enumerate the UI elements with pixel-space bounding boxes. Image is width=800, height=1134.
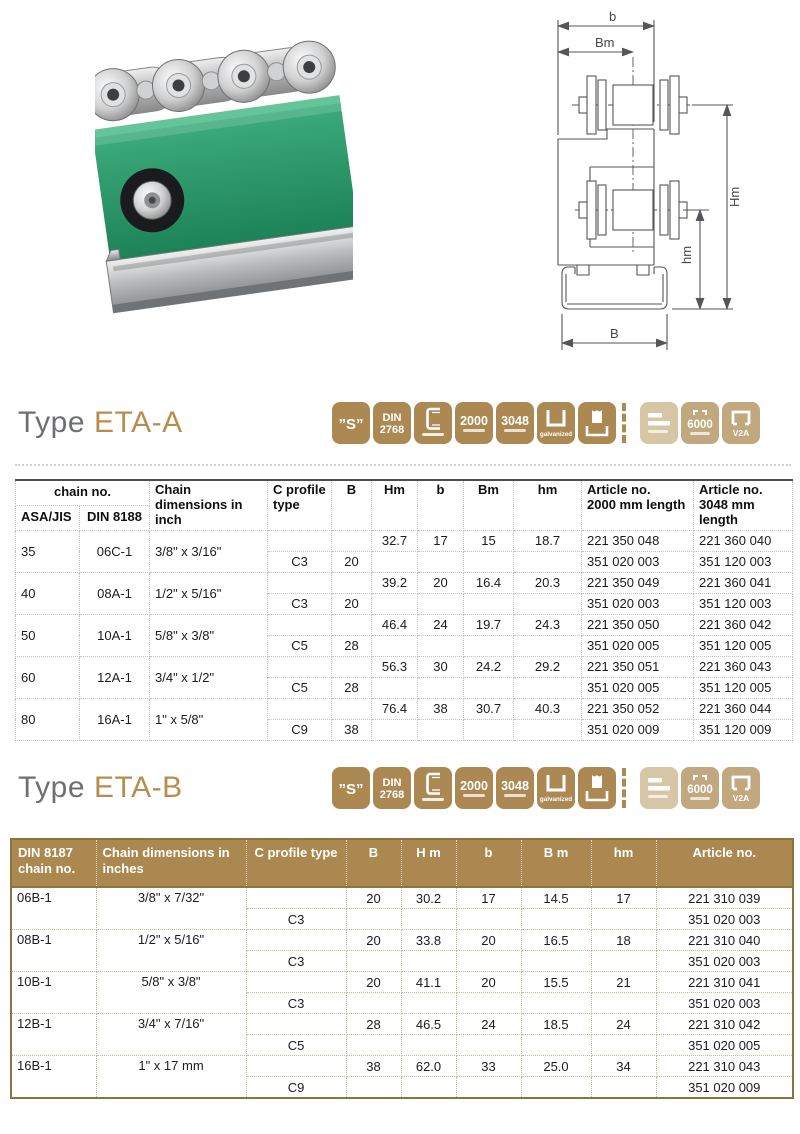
table-cell-empty [401, 951, 456, 972]
svg-text:2768: 2768 [379, 789, 405, 801]
svg-text:6000: 6000 [687, 419, 713, 431]
table-cell: 351 020 009 [656, 1077, 793, 1099]
table-cell: 60 [16, 656, 80, 698]
table-cell-empty [514, 635, 582, 656]
table-cell: C5 [268, 677, 332, 698]
table-cell-empty [268, 698, 332, 719]
col-header-dims: Chain dimensions in inches [96, 839, 246, 887]
table-cell: 18.5 [521, 1014, 591, 1035]
col-header-line: Article no. [587, 482, 651, 497]
table-cell: 33 [456, 1056, 521, 1077]
section-header-eta-b [0, 763, 800, 813]
table-cell: 351 020 003 [656, 951, 793, 972]
table-cell-empty [591, 951, 656, 972]
table-cell-empty [346, 1035, 401, 1056]
col-header-Bm: B m [521, 839, 591, 887]
badge-v2a-icon [722, 767, 760, 809]
table-cell-empty [346, 909, 401, 930]
table-cell: C3 [246, 909, 346, 930]
table-cell: 17 [418, 530, 464, 551]
eta-a-tbody [16, 530, 793, 740]
badge-row-eta-a [332, 402, 760, 444]
table-cell-empty [456, 951, 521, 972]
table-cell: 34 [591, 1056, 656, 1077]
table-cell: 76.4 [372, 698, 418, 719]
table-row [16, 698, 793, 719]
table-cell-empty [246, 972, 346, 993]
table-cell: 20 [332, 593, 372, 614]
title-prefix: Type [18, 406, 86, 439]
table-cell-empty [401, 1077, 456, 1099]
table-cell-empty [346, 993, 401, 1014]
table-cell: 1" x 17 mm [96, 1056, 246, 1099]
table-cell: 35 [16, 530, 80, 572]
page-title-eta-a [18, 406, 183, 440]
table-cell: 351 120 003 [694, 551, 793, 572]
table-cell: 20 [418, 572, 464, 593]
table-cell: 06B-1 [11, 887, 96, 930]
table-cell: 221 360 043 [694, 656, 793, 677]
table-cell: 20.3 [514, 572, 582, 593]
badge-tolerance-s-icon [332, 402, 370, 444]
badge-c-profile-steel-icon [414, 767, 452, 809]
table-cell: 221 350 051 [582, 656, 694, 677]
col-header-line: Article no. [699, 482, 763, 497]
table-cell-empty [418, 677, 464, 698]
table-cell-empty [514, 677, 582, 698]
table-cell: 221 350 052 [582, 698, 694, 719]
table-cell: 46.4 [372, 614, 418, 635]
table-cell-empty [332, 614, 372, 635]
table-cell: 20 [456, 930, 521, 951]
table-cell: 20 [346, 887, 401, 909]
table-cell: 351 120 009 [694, 719, 793, 740]
table-cell-empty [401, 909, 456, 930]
col-header-hm: hm [514, 480, 582, 530]
dim-label-bm: Bm [595, 35, 615, 50]
badge-galvanized-icon [537, 402, 575, 444]
table-cell: 16B-1 [11, 1056, 96, 1099]
col-header-b: b [456, 839, 521, 887]
eta-b-tbody [11, 887, 793, 1098]
table-cell: C3 [268, 551, 332, 572]
table-cell-empty [521, 951, 591, 972]
badge-press-in-icon [578, 402, 616, 444]
table-cell: C5 [246, 1035, 346, 1056]
table-cell: 38 [346, 1056, 401, 1077]
col-header-b: b [418, 480, 464, 530]
badge-length-2000-icon [455, 402, 493, 444]
table-cell: 1/2" x 5/16" [150, 572, 268, 614]
col-header-article-3048 [694, 480, 793, 530]
dim-label-b-cap: B [610, 326, 619, 341]
col-header-Hm: Hm [372, 480, 418, 530]
col-header-hm: hm [591, 839, 656, 887]
table-cell: 221 350 048 [582, 530, 694, 551]
table-cell-empty [464, 719, 514, 740]
table-cell-empty [372, 677, 418, 698]
table-row [16, 572, 793, 593]
eta-b-table [10, 838, 794, 1099]
page-title-eta-b [18, 771, 183, 805]
table-cell-empty [514, 719, 582, 740]
col-header-cprofile: C profile type [246, 839, 346, 887]
table-cell: 50 [16, 614, 80, 656]
table-cell: 351 020 005 [656, 1035, 793, 1056]
dimension-diagram [487, 2, 793, 358]
table-cell: C5 [268, 635, 332, 656]
badge-din-2768-icon [373, 402, 411, 444]
table-cell-empty [268, 656, 332, 677]
table-cell-empty [401, 993, 456, 1014]
table-cell: 18 [591, 930, 656, 951]
badge-din-2768-icon [373, 767, 411, 809]
table-cell: 20 [456, 972, 521, 993]
table-cell: 56.3 [372, 656, 418, 677]
table-cell-empty [372, 551, 418, 572]
col-header-Bm: Bm [464, 480, 514, 530]
dotted-divider [15, 464, 791, 466]
table-cell: 3/8" x 7/32" [96, 887, 246, 930]
table-cell: 38 [418, 698, 464, 719]
col-header-din-8188: DIN 8188 [80, 505, 150, 530]
table-cell-empty [521, 1035, 591, 1056]
table-cell-empty [372, 593, 418, 614]
col-header-line: 2000 mm length [587, 496, 686, 512]
table-cell-empty [246, 1056, 346, 1077]
table-cell-empty [456, 1035, 521, 1056]
table-cell-empty [246, 887, 346, 909]
table-cell: 351 120 003 [694, 593, 793, 614]
table-cell: 14.5 [521, 887, 591, 909]
table-cell: 39.2 [372, 572, 418, 593]
col-header-asa-jis: ASA/JIS [16, 505, 80, 530]
svg-text:DIN: DIN [382, 412, 402, 424]
table-cell: 20 [332, 551, 372, 572]
table-cell: 351 020 003 [656, 909, 793, 930]
table-cell: 3/4" x 7/16" [96, 1014, 246, 1056]
table-cell: 221 360 044 [694, 698, 793, 719]
table-cell-empty [456, 993, 521, 1014]
table-cell: 41.1 [401, 972, 456, 993]
table-cell: 15 [464, 530, 514, 551]
table-header-row [11, 839, 793, 887]
table-cell: 30 [418, 656, 464, 677]
table-cell-empty [591, 1035, 656, 1056]
table-cell: 28 [332, 677, 372, 698]
table-cell-empty [591, 1077, 656, 1099]
table-cell: 10A-1 [80, 614, 150, 656]
table-cell: 06C-1 [80, 530, 150, 572]
table-cell: 25.0 [521, 1056, 591, 1077]
table-cell: 24.3 [514, 614, 582, 635]
badge-v2a-icon [722, 402, 760, 444]
table-cell-empty [332, 530, 372, 551]
table-cell: 20 [346, 930, 401, 951]
table-row [16, 530, 793, 551]
title-name: ETA-A [94, 406, 183, 439]
table-cell-empty [372, 719, 418, 740]
col-header-Hm: H m [401, 839, 456, 887]
svg-text:V2A: V2A [732, 793, 750, 803]
svg-text:3048: 3048 [501, 414, 529, 428]
col-header-dims: Chain dimensions in inch [150, 480, 268, 530]
table-cell-empty [346, 1077, 401, 1099]
table-cell-empty [246, 930, 346, 951]
table-cell: 221 310 042 [656, 1014, 793, 1035]
section-header-eta-a [0, 398, 800, 448]
table-cell: 15.5 [521, 972, 591, 993]
table-cell-empty [418, 635, 464, 656]
dim-label-hm-low: hm [679, 245, 694, 264]
table-cell: 30.7 [464, 698, 514, 719]
badge-divider [622, 768, 634, 808]
svg-text:3048: 3048 [501, 779, 529, 793]
table-cell-empty [372, 635, 418, 656]
table-cell: C3 [246, 951, 346, 972]
table-cell: 351 020 003 [582, 593, 694, 614]
product-photo [95, 8, 353, 336]
table-cell-empty [456, 1077, 521, 1099]
table-cell: 32.7 [372, 530, 418, 551]
table-cell: 28 [346, 1014, 401, 1035]
table-cell-empty [346, 951, 401, 972]
col-header-B: B [346, 839, 401, 887]
table-cell: 5/8" x 3/8" [96, 972, 246, 1014]
badge-row-eta-b [332, 767, 760, 809]
table-cell-empty [418, 593, 464, 614]
table-cell-empty [464, 677, 514, 698]
table-cell: 221 310 040 [656, 930, 793, 951]
eta-a-table [15, 479, 793, 741]
table-cell: 24.2 [464, 656, 514, 677]
table-cell: 12A-1 [80, 656, 150, 698]
table-cell-empty [456, 909, 521, 930]
table-cell: 1/2" x 5/16" [96, 930, 246, 972]
table-cell: 21 [591, 972, 656, 993]
svg-text:galvanized: galvanized [539, 431, 573, 438]
badge-custom-length-icon [640, 767, 678, 809]
table-cell: 221 360 040 [694, 530, 793, 551]
table-cell: 221 310 041 [656, 972, 793, 993]
table-cell: 17 [456, 887, 521, 909]
table-cell: 351 120 005 [694, 677, 793, 698]
badge-press-in-icon [578, 767, 616, 809]
table-row [11, 972, 793, 993]
table-cell: 08B-1 [11, 930, 96, 972]
table-cell-empty [332, 698, 372, 719]
table-cell: 46.5 [401, 1014, 456, 1035]
table-cell: 12B-1 [11, 1014, 96, 1056]
table-cell-empty [268, 614, 332, 635]
table-cell-empty [464, 551, 514, 572]
badge-length-6000-icon [681, 402, 719, 444]
table-cell-empty [268, 572, 332, 593]
table-cell: 33.8 [401, 930, 456, 951]
table-cell: 29.2 [514, 656, 582, 677]
badge-length-2000-icon [455, 767, 493, 809]
table-cell: 10B-1 [11, 972, 96, 1014]
table-cell: 62.0 [401, 1056, 456, 1077]
table-cell: 5/8" x 3/8" [150, 614, 268, 656]
table-cell: 351 020 009 [582, 719, 694, 740]
table-cell-empty [401, 1035, 456, 1056]
table-cell-empty [464, 635, 514, 656]
table-row [11, 1056, 793, 1077]
svg-text:DIN: DIN [382, 777, 402, 789]
table-cell: 351 020 003 [582, 551, 694, 572]
table-cell: 24 [418, 614, 464, 635]
table-cell-empty [332, 572, 372, 593]
badge-tolerance-s-icon [332, 767, 370, 809]
table-row [16, 656, 793, 677]
table-cell: 3/4" x 1/2" [150, 656, 268, 698]
col-header-din-8187: DIN 8187 chain no. [11, 839, 96, 887]
table-cell: 40 [16, 572, 80, 614]
table-cell: 24 [591, 1014, 656, 1035]
badge-length-3048-icon [496, 402, 534, 444]
badge-c-profile-steel-icon [414, 402, 452, 444]
col-header-B: B [332, 480, 372, 530]
table-cell: 221 310 043 [656, 1056, 793, 1077]
table-cell: 17 [591, 887, 656, 909]
table-row [11, 930, 793, 951]
table-cell: 221 310 039 [656, 887, 793, 909]
table-cell-empty [514, 551, 582, 572]
table-row [11, 1014, 793, 1035]
svg-text:6000: 6000 [687, 784, 713, 796]
badge-custom-length-icon [640, 402, 678, 444]
table-row [16, 614, 793, 635]
table-cell: 24 [456, 1014, 521, 1035]
table-cell-empty [591, 993, 656, 1014]
table-cell: 20 [346, 972, 401, 993]
table-cell-empty [591, 909, 656, 930]
table-cell: 40.3 [514, 698, 582, 719]
table-cell: 28 [332, 635, 372, 656]
table-cell-empty [521, 1077, 591, 1099]
col-header-line: 3048 mm length [699, 496, 755, 527]
table-cell: 221 350 050 [582, 614, 694, 635]
table-cell-empty [521, 909, 591, 930]
table-cell-empty [464, 593, 514, 614]
svg-text:2000: 2000 [460, 414, 488, 428]
table-cell: C9 [268, 719, 332, 740]
svg-text:”S”: ”S” [338, 781, 364, 798]
table-cell: 1" x 5/8" [150, 698, 268, 740]
svg-text:2000: 2000 [460, 779, 488, 793]
dim-label-b: b [609, 9, 617, 24]
table-cell-empty [332, 656, 372, 677]
dim-label-hm-cap: Hm [727, 186, 742, 207]
table-cell: 221 360 042 [694, 614, 793, 635]
col-header-chain-no: chain no. [16, 480, 150, 505]
table-cell: 18.7 [514, 530, 582, 551]
table-cell-empty [246, 1014, 346, 1035]
badge-galvanized-icon [537, 767, 575, 809]
col-header-article: Article no. [656, 839, 793, 887]
table-cell: C9 [246, 1077, 346, 1099]
svg-text:”S”: ”S” [338, 416, 364, 433]
table-cell: C3 [268, 593, 332, 614]
title-name: ETA-B [94, 771, 183, 804]
table-cell: 351 120 005 [694, 635, 793, 656]
badge-length-3048-icon [496, 767, 534, 809]
table-cell: 351 020 005 [582, 677, 694, 698]
table-cell: 16.4 [464, 572, 514, 593]
col-header-cprofile: C profile type [268, 480, 332, 530]
table-cell: 38 [332, 719, 372, 740]
table-cell: 16.5 [521, 930, 591, 951]
svg-text:galvanized: galvanized [539, 796, 573, 803]
table-cell-empty [418, 719, 464, 740]
table-cell: C3 [246, 993, 346, 1014]
table-cell: 08A-1 [80, 572, 150, 614]
svg-text:2768: 2768 [379, 424, 405, 436]
table-cell: 3/8" x 3/16" [150, 530, 268, 572]
table-cell: 221 360 041 [694, 572, 793, 593]
table-row [11, 887, 793, 909]
table-cell-empty [514, 593, 582, 614]
table-cell-empty [268, 530, 332, 551]
col-header-article-2000 [582, 480, 694, 530]
badge-length-6000-icon [681, 767, 719, 809]
table-cell: 80 [16, 698, 80, 740]
table-cell: 16A-1 [80, 698, 150, 740]
table-cell: 351 020 005 [582, 635, 694, 656]
table-cell: 30.2 [401, 887, 456, 909]
table-cell: 19.7 [464, 614, 514, 635]
table-cell: 351 020 003 [656, 993, 793, 1014]
table-cell-empty [418, 551, 464, 572]
table-header-row [16, 480, 793, 505]
svg-text:V2A: V2A [732, 428, 750, 438]
table-cell-empty [521, 993, 591, 1014]
title-prefix: Type [18, 771, 86, 804]
table-cell: 221 350 049 [582, 572, 694, 593]
badge-divider [622, 403, 634, 443]
